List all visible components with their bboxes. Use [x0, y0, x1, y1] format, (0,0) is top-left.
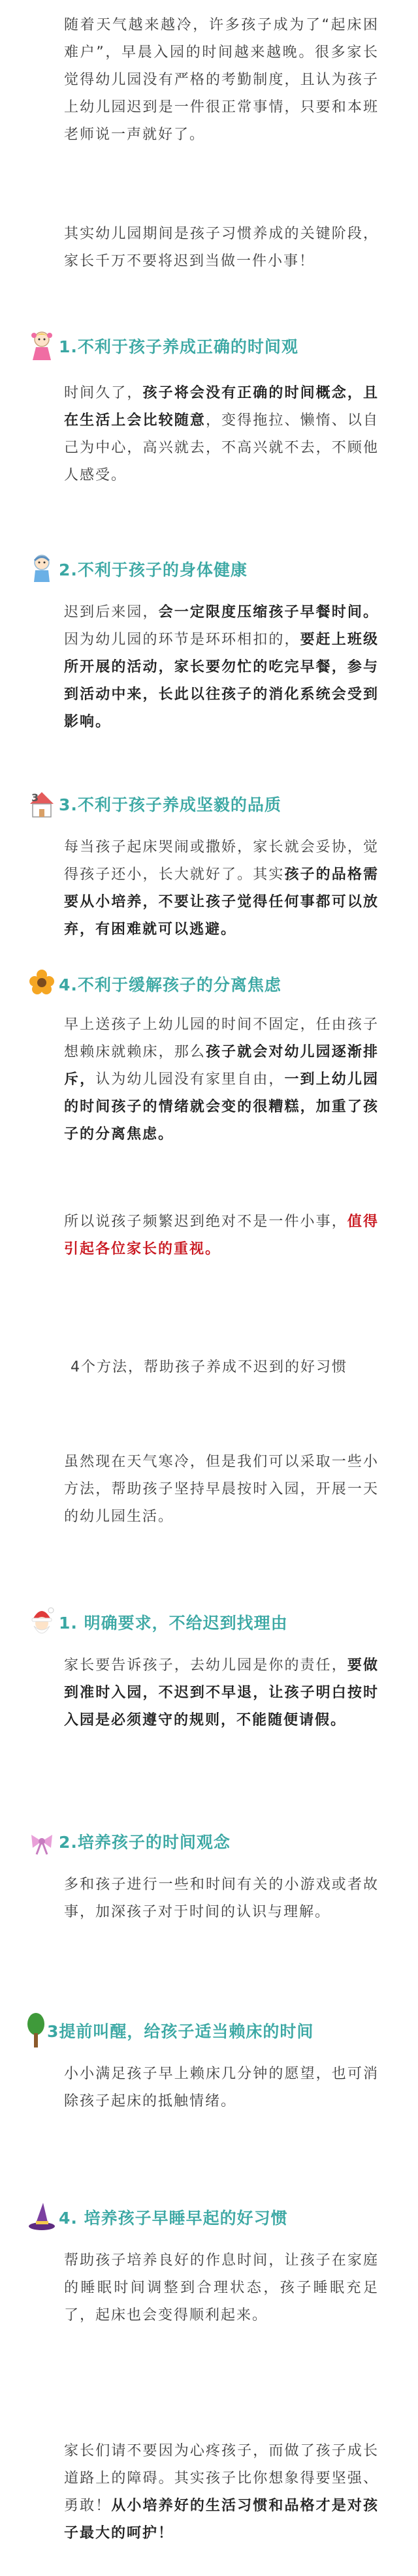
tree-icon [26, 2012, 46, 2049]
summary-paragraph: 所以说孩子频繁迟到绝对不是一件小事，值得引起各位家长的重视。 [64, 1214, 379, 1257]
svg-text:3: 3 [31, 791, 40, 804]
witch-hat-icon [26, 2199, 57, 2235]
methods-title: 4个方法，帮助孩子养成不迟到的好习惯 [71, 1359, 347, 1375]
section-3-heading: 3 3.不利于孩子养成坚毅的品质 [26, 783, 281, 825]
method-3-body: 小小满足孩子早上赖床几分钟的愿望，也可消除孩子起床的抵触情绪。 [64, 2066, 379, 2109]
intro-paragraph-1: 随着天气越来越冷，许多孩子成为了“起床困难户”，早晨入园的时间越来越晚。很多家长觉得幼儿园没有严格的考勤制度，且认为孩子上幼儿园迟到是一件很正常事情，只要和本班老师说一声就好了。 [64, 17, 379, 143]
section-1-heading: 1.不利于孩子养成正确的时间观 [26, 325, 298, 367]
house-icon [26, 786, 57, 822]
method-4-heading: 4. 培养孩子早睡早起的好习惯 [26, 2196, 288, 2238]
method-1-body: 家长要告诉孩子，去幼儿园是你的责任，要做到准时入园，不迟到不早退，让孩子明白按时入园是必须遵守的规则，不能随便请假。 [64, 1657, 379, 1728]
method-4-body: 帮助孩子培养良好的作息时间，让孩子在家庭的睡眠时间调整到合理状态，孩子睡眠充足了，起床也会变得顺利起来。 [64, 2252, 379, 2323]
method-2-heading: 2.培养孩子的时间观念 [26, 1820, 231, 1862]
intro-paragraph-2: 其实幼儿园期间是孩子习惯养成的关键阶段，家长千万不要将迟到当做一件小事！ [64, 226, 379, 269]
santa-icon [26, 1604, 57, 1640]
kid-icon [26, 551, 57, 587]
section-2-body: 迟到后来园，会一定限度压缩孩子早餐时间。因为幼儿园的环节是环环相扣的，要赶上班级所开展的活动，家长要勿忙的吃完早餐，参与到活动中来，长此以往孩子的消化系统会受到影响。 [64, 604, 379, 730]
section-4-heading: 4.不利于缓解孩子的分离焦虑 [26, 963, 281, 1005]
girl-icon [26, 328, 57, 364]
section-1-body: 时间久了，孩子将会没有正确的时间概念，且在生活上会比较随意，变得拖拉、懒惰、以自己为中心，高兴就去，不高兴就不去，不顾他人感受。 [64, 385, 379, 483]
method-3-heading: 3提前叫醒，给孩子适当赖床的时间 [26, 2010, 314, 2051]
closing-paragraph: 家长们请不要因为心疼孩子，而做了孩子成长道路上的障碍。其实孩子比你想象得要坚强、勇敢！从小培养好的生活习惯和品格才是对孩子最大的呵护！ [64, 2443, 379, 2541]
flower-icon [26, 966, 57, 1002]
method-1-heading: 1. 明确要求，不给迟到找理由 [26, 1601, 288, 1643]
section-4-body: 早上送孩子上幼儿园的时间不固定，任由孩子想赖床就赖床，那么孩子就会对幼儿园逐渐排斥，认为幼儿园没有家里自由，一到上幼儿园的时间孩子的情绪就会变的很糟糕，加重了孩子的分离焦虑。 [64, 1017, 379, 1142]
section-3-body: 每当孩子起床哭闹或撒娇，家长就会妥协，觉得孩子还小，长大就好了。其实孩子的品格需要从小培养，不要让孩子觉得任何事都可以放弃，有困难就可以逃避。 [64, 839, 379, 938]
bow-icon [26, 1823, 57, 1860]
method-2-body: 多和孩子进行一些和时间有关的小游戏或者故事，加深孩子对于时间的认识与理解。 [64, 1877, 379, 1920]
methods-intro: 虽然现在天气寒冷，但是我们可以采取一些小方法，帮助孩子坚持早晨按时入园，开展一天的幼儿园生活。 [64, 1454, 379, 1525]
section-2-heading: 2.不利于孩子的身体健康 [26, 548, 248, 590]
